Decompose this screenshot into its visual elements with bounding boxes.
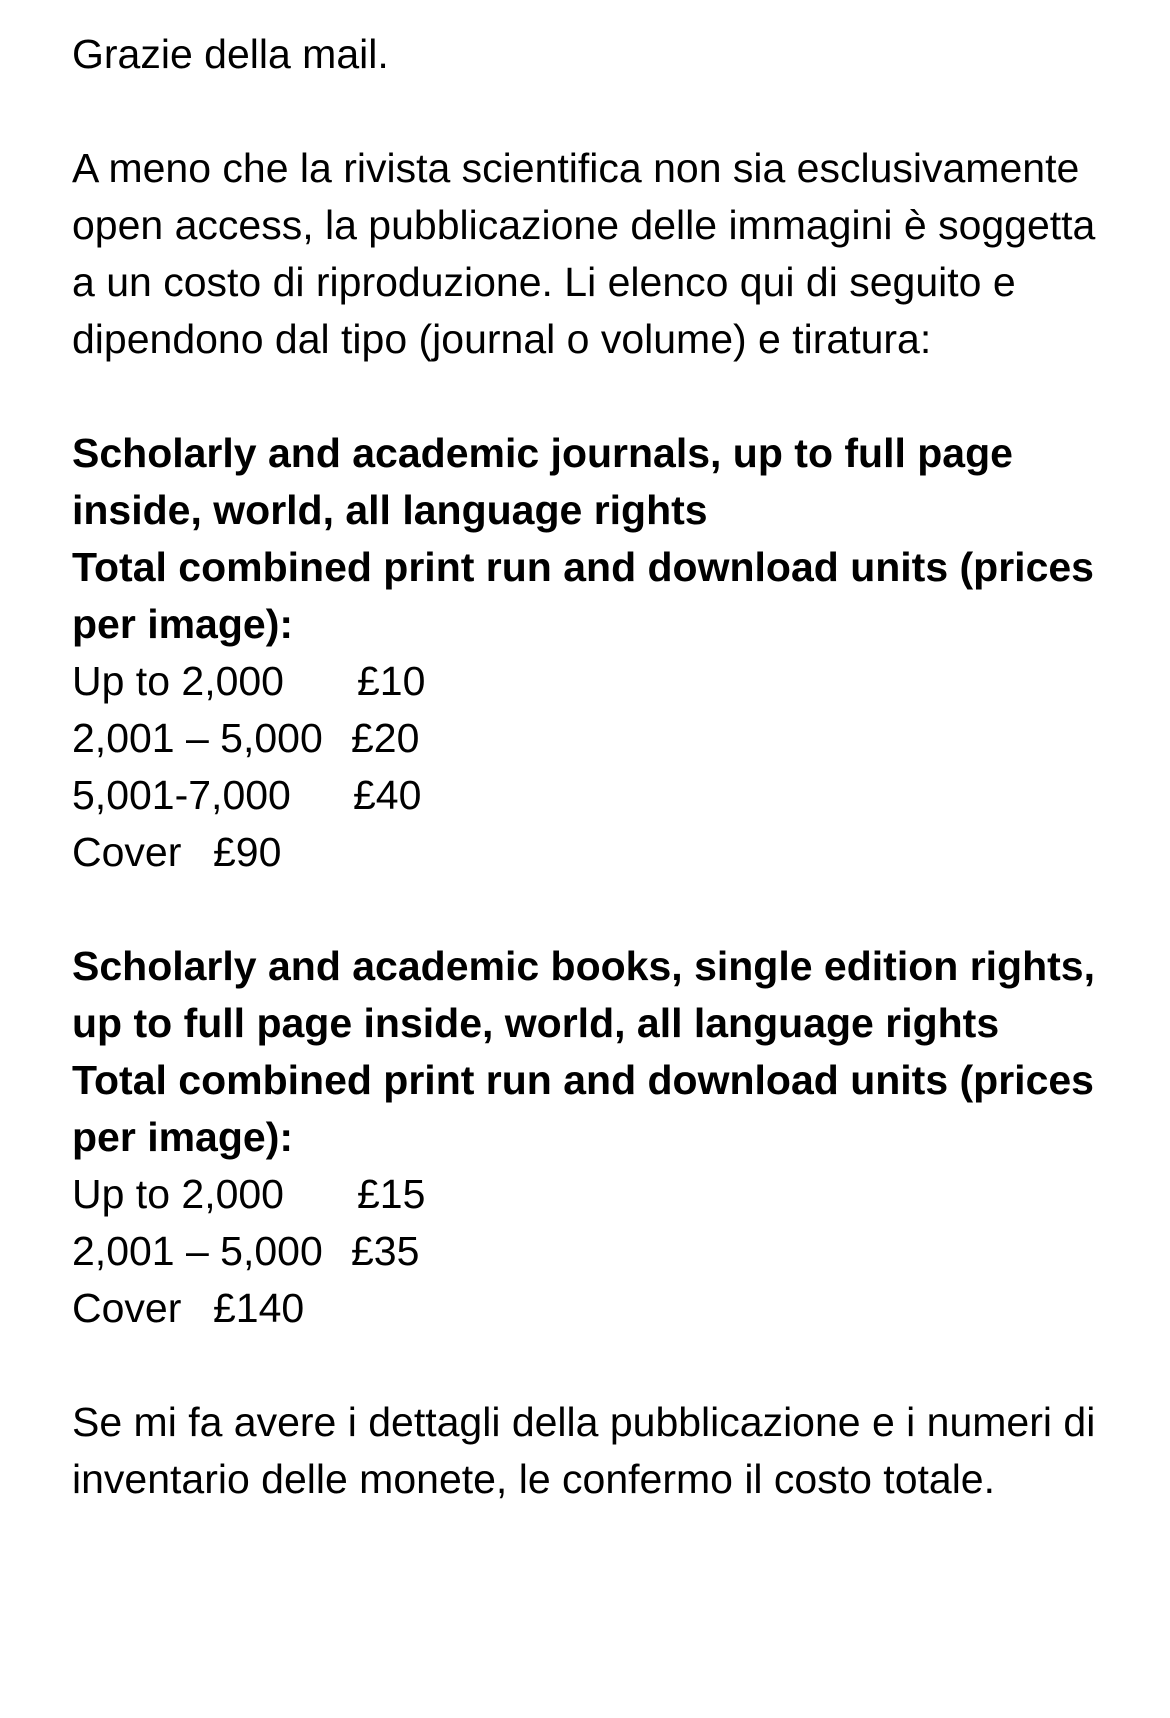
journals-section [72,425,1112,881]
price-value: £90 [213,829,282,875]
price-row [72,767,1112,824]
price-range: 5,001-7,000 [72,772,291,818]
price-value: £40 [353,772,422,818]
price-row [72,1280,1112,1337]
price-range: Up to 2,000 [72,658,284,704]
price-value: £140 [213,1285,305,1331]
price-row [72,710,1112,767]
journals-subheading: Total combined print run and download units (prices per image): [72,544,1094,647]
price-row [72,1223,1112,1280]
closing-paragraph: Se mi fa avere i dettagli della pubblicazione e i numeri di inventario delle monete, le confermo il costo totale. [72,1399,1096,1502]
books-heading: Scholarly and academic books, single edition rights, up to full page inside, world, all language rights [72,943,1095,1046]
price-range: Cover [72,1285,182,1331]
price-row [72,1166,1112,1223]
greeting-text: Grazie della mail. [72,31,389,77]
email-body [72,26,1112,1508]
books-subheading: Total combined print run and download units (prices per image): [72,1057,1094,1160]
books-section [72,938,1112,1337]
price-value: £10 [357,658,426,704]
price-range: 2,001 – 5,000 [72,1228,323,1274]
price-range: Up to 2,000 [72,1171,284,1217]
journals-heading: Scholarly and academic journals, up to full page inside, world, all language rights [72,430,1013,533]
price-row [72,824,1112,881]
price-value: £20 [351,715,420,761]
price-range: Cover [72,829,182,875]
price-value: £15 [357,1171,426,1217]
price-range: 2,001 – 5,000 [72,715,323,761]
price-row [72,653,1112,710]
intro-paragraph: A meno che la rivista scientifica non sia esclusivamente open access, la pubblicazione delle immagini è soggetta a un costo di riproduzione. Li elenco qui di seguito e dipendono dal tipo (journal o volume) e tiratura: [72,145,1096,362]
price-value: £35 [351,1228,420,1274]
